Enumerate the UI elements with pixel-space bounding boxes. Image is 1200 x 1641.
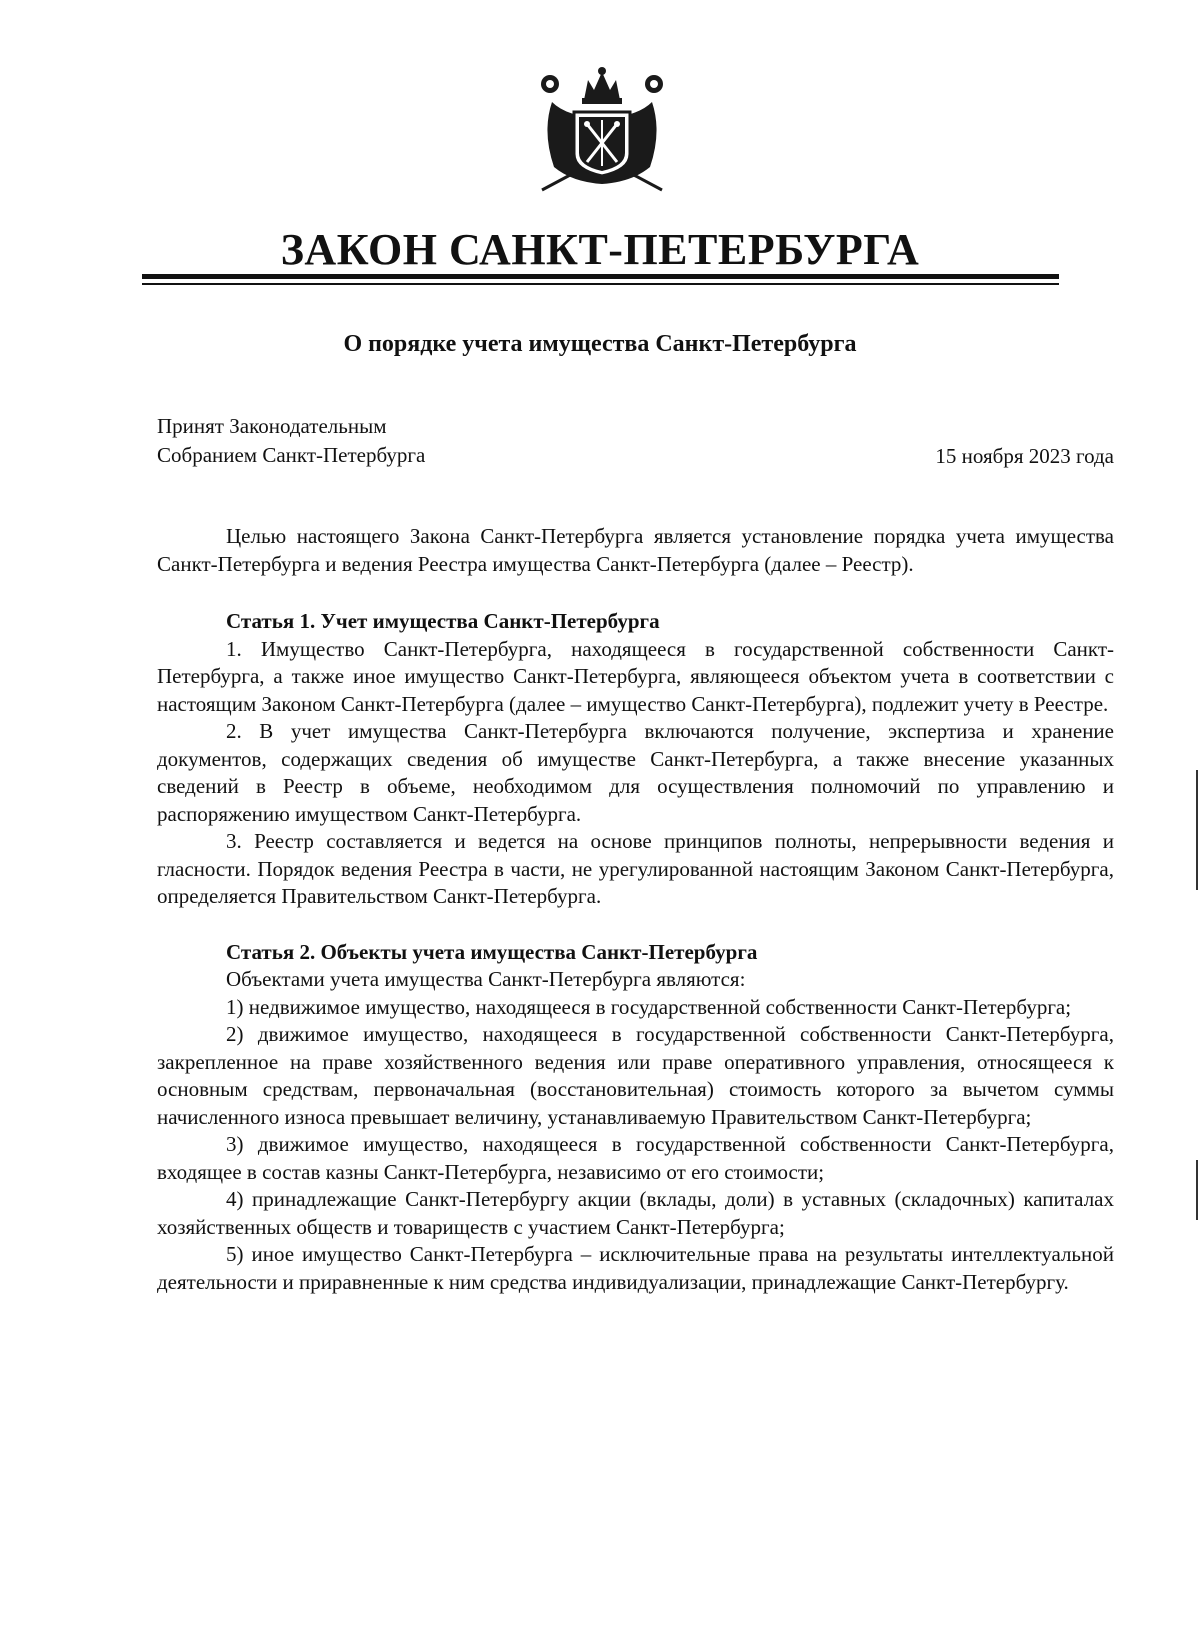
title-rule-thick [142,274,1059,279]
adoption-block [157,412,425,470]
article-2-item: 5) иное имущество Санкт-Петербурга – исключительные права на результаты интеллектуальной деятельности и приравненные к ним средства индивидуализации, принадлежащие Санкт-Петербургу. [157,1242,1114,1294]
law-body [157,523,1114,1296]
article-2-item: 1) недвижимое имущество, находящееся в государственной собственности Санкт-Петербурга; [226,994,1072,1019]
article-2-intro: Объектами учета имущества Санкт-Петербурга являются: [226,967,746,991]
article-2-item: 4) принадлежащие Санкт-Петербургу акции (вклады, доли) в уставных (складочных) капиталах хозяйственных обществ и товариществ с участием Санкт-Петербурга; [157,1187,1114,1239]
article-1-paragraph: 2. В учет имущества Санкт-Петербурга включаются получение, экспертиза и хранение документов, содержащих сведения об имуществе Санкт-Петербурга, а также внесение указанных сведений в Реестр в объеме, необходимом для осуществления полномочий по управлению и распоряжению имуществом Санкт-Петербурга. [157,719,1114,826]
coat-of-arms-icon [532,62,672,200]
article-2-item: 2) движимое имущество, находящееся в государственной собственности Санкт-Петербурга, закрепленное на праве хозяйственного ведения или праве оперативного управления, относящееся к основным средствам, первоначальная (восстановительная) стоимость которого за вычетом суммы начисленного износа превышает величину, устанавливаемую Правительством Санкт-Петербурга; [157,1022,1114,1129]
title-rule-thin [142,283,1059,285]
preamble: Целью настоящего Закона Санкт-Петербурга является установление порядка учета имущества Санкт-Петербурга и ведения Реестра имущества Санкт-Петербурга (далее – Реестр). [157,524,1114,576]
adoption-date: 15 ноября 2023 года [935,444,1114,468]
law-subtitle: О порядке учета имущества Санкт-Петербурга [343,331,857,357]
article-2-item: 3) движимое имущество, находящееся в государственной собственности Санкт-Петербурга, входящее в состав казны Санкт-Петербурга, независимо от его стоимости; [157,1132,1114,1184]
scan-edge-mark [1196,770,1198,890]
article-1-heading: Статья 1. Учет имущества Санкт-Петербурга [226,609,660,633]
adoption-line-1: Принят Законодательным [157,414,387,438]
adoption-line-2: Собранием Санкт-Петербурга [157,443,426,467]
scan-edge-mark [1196,1160,1198,1220]
law-title: ЗАКОН САНКТ-ПЕТЕРБУРГА [280,225,920,274]
article-1-paragraph: 1. Имущество Санкт-Петербурга, находящееся в государственной собственности Санкт-Петербурга, а также иное имущество Санкт-Петербурга, являющееся объектом учета в соответствии с настоящим Законом Санкт-Петербурга (далее – имущество Санкт-Петербурга), подлежит учету в Реестре. [157,636,1114,716]
article-2-heading: Статья 2. Объекты учета имущества Санкт-Петербурга [226,939,758,964]
article-1-paragraph: 3. Реестр составляется и ведется на основе принципов полноты, непрерывности ведения и гласности. Порядок ведения Реестра в части, не урегулированной настоящим Законом Санкт-Петербурга, определяется Правительством Санкт-Петербурга. [157,829,1114,908]
